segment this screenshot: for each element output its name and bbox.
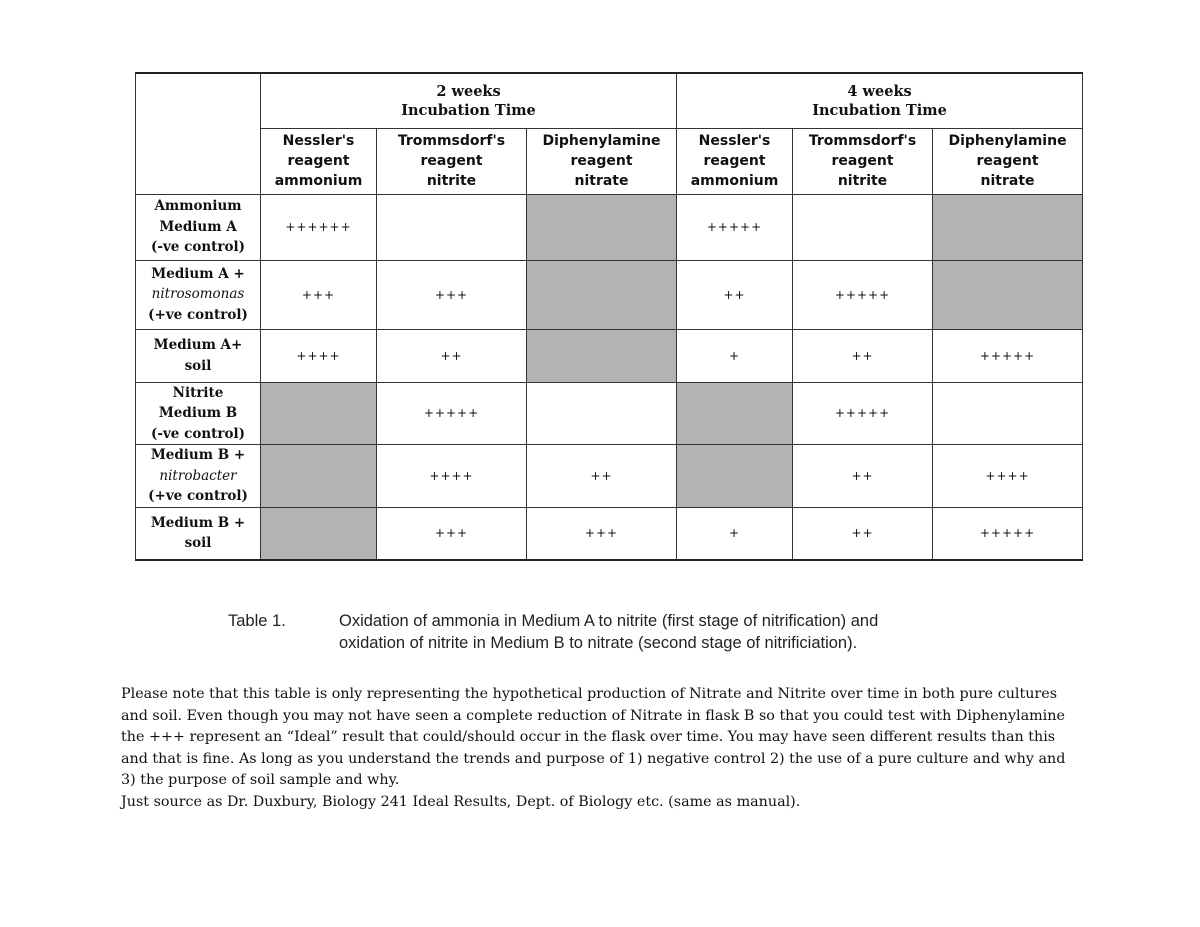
- table-row: [136, 382, 1083, 445]
- result-cell: ++: [527, 445, 677, 508]
- reagent-header: Trommsdorf's reagent nitrite: [793, 128, 933, 194]
- result-cell-shaded: [933, 194, 1083, 260]
- table-row: [136, 445, 1083, 508]
- result-cell: ++++: [377, 445, 527, 508]
- result-cell: +++: [527, 507, 677, 560]
- corner-cell: [136, 73, 261, 194]
- result-cell: +: [677, 329, 793, 382]
- reagent-header: Nessler's reagent ammonium: [261, 128, 377, 194]
- caption-line: oxidation of nitrite in Medium B to nitrate (second stage of nitrificiation).: [339, 634, 858, 652]
- result-cell: [377, 194, 527, 260]
- result-cell: +++++: [933, 507, 1083, 560]
- period-header-4-weeks: [677, 73, 1083, 128]
- note-text: [121, 684, 1081, 813]
- caption-number: Table 1.: [228, 612, 286, 630]
- period-header-2-weeks: [261, 73, 677, 128]
- result-cell: +++++: [793, 260, 933, 329]
- result-cell: +++: [261, 260, 377, 329]
- result-cell-shaded: [261, 507, 377, 560]
- row-header: Nitrite Medium B (-ve control): [136, 382, 261, 445]
- result-cell-shaded: [527, 260, 677, 329]
- table-row: [136, 194, 1083, 260]
- result-cell-shaded: [261, 445, 377, 508]
- result-cell: ++++++: [261, 194, 377, 260]
- row-header: Medium A + nitrosomonas (+ve control): [136, 260, 261, 329]
- table-row: [136, 260, 1083, 329]
- row-header: Ammonium Medium A (-ve control): [136, 194, 261, 260]
- result-cell: +++: [377, 507, 527, 560]
- result-cell: +++++: [677, 194, 793, 260]
- reagent-header: Nessler's reagent ammonium: [677, 128, 793, 194]
- period-sublabel: Incubation Time: [401, 101, 536, 119]
- result-cell: +++++: [377, 382, 527, 445]
- result-cell: +++: [377, 260, 527, 329]
- row-header: Medium B + soil: [136, 507, 261, 560]
- row-header: Medium B + nitrobacter (+ve control): [136, 445, 261, 508]
- result-cell: ++++: [933, 445, 1083, 508]
- result-cell: ++: [793, 445, 933, 508]
- result-cell-shaded: [527, 329, 677, 382]
- result-cell: ++: [377, 329, 527, 382]
- table-row: [136, 507, 1083, 560]
- result-cell-shaded: [677, 445, 793, 508]
- result-cell-shaded: [933, 260, 1083, 329]
- results-table: [135, 72, 1083, 561]
- caption-text: [339, 610, 1039, 654]
- result-cell: ++++: [261, 329, 377, 382]
- result-cell-shaded: [677, 382, 793, 445]
- note-paragraph: Please note that this table is only representing the hypothetical production of Nitrate and Nitrite over time in both pure cultures and soil. Even though you may not have seen a complete reduction of Nitrate in flask B so that you could test with Diphenylamine the +++ represent an “Ideal” result that could/should occur in the flask over time. You may have seen different results than this and that is fine. As long as you understand the trends and purpose of 1) negative control 2) the use of a pure culture and why and 3) the purpose of soil sample and why.: [121, 686, 1066, 788]
- table-row: [136, 329, 1083, 382]
- reagent-header: Diphenylamine reagent nitrate: [933, 128, 1083, 194]
- reagent-header: Trommsdorf's reagent nitrite: [377, 128, 527, 194]
- result-cell: [527, 382, 677, 445]
- result-cell-shaded: [527, 194, 677, 260]
- period-label: 2 weeks: [436, 82, 501, 100]
- result-cell: +: [677, 507, 793, 560]
- row-header: Medium A+ soil: [136, 329, 261, 382]
- result-cell: [793, 194, 933, 260]
- reagent-header: Diphenylamine reagent nitrate: [527, 128, 677, 194]
- source-line: Just source as Dr. Duxbury, Biology 241 Ideal Results, Dept. of Biology etc. (same as manual).: [121, 793, 801, 810]
- period-sublabel: Incubation Time: [812, 101, 947, 119]
- result-cell: ++: [793, 329, 933, 382]
- result-cell: ++: [793, 507, 933, 560]
- result-cell: [933, 382, 1083, 445]
- result-cell: +++++: [793, 382, 933, 445]
- caption-line: Oxidation of ammonia in Medium A to nitrite (first stage of nitrification) and: [339, 612, 879, 630]
- result-cell: +++++: [933, 329, 1083, 382]
- result-cell: ++: [677, 260, 793, 329]
- period-label: 4 weeks: [847, 82, 912, 100]
- result-cell-shaded: [261, 382, 377, 445]
